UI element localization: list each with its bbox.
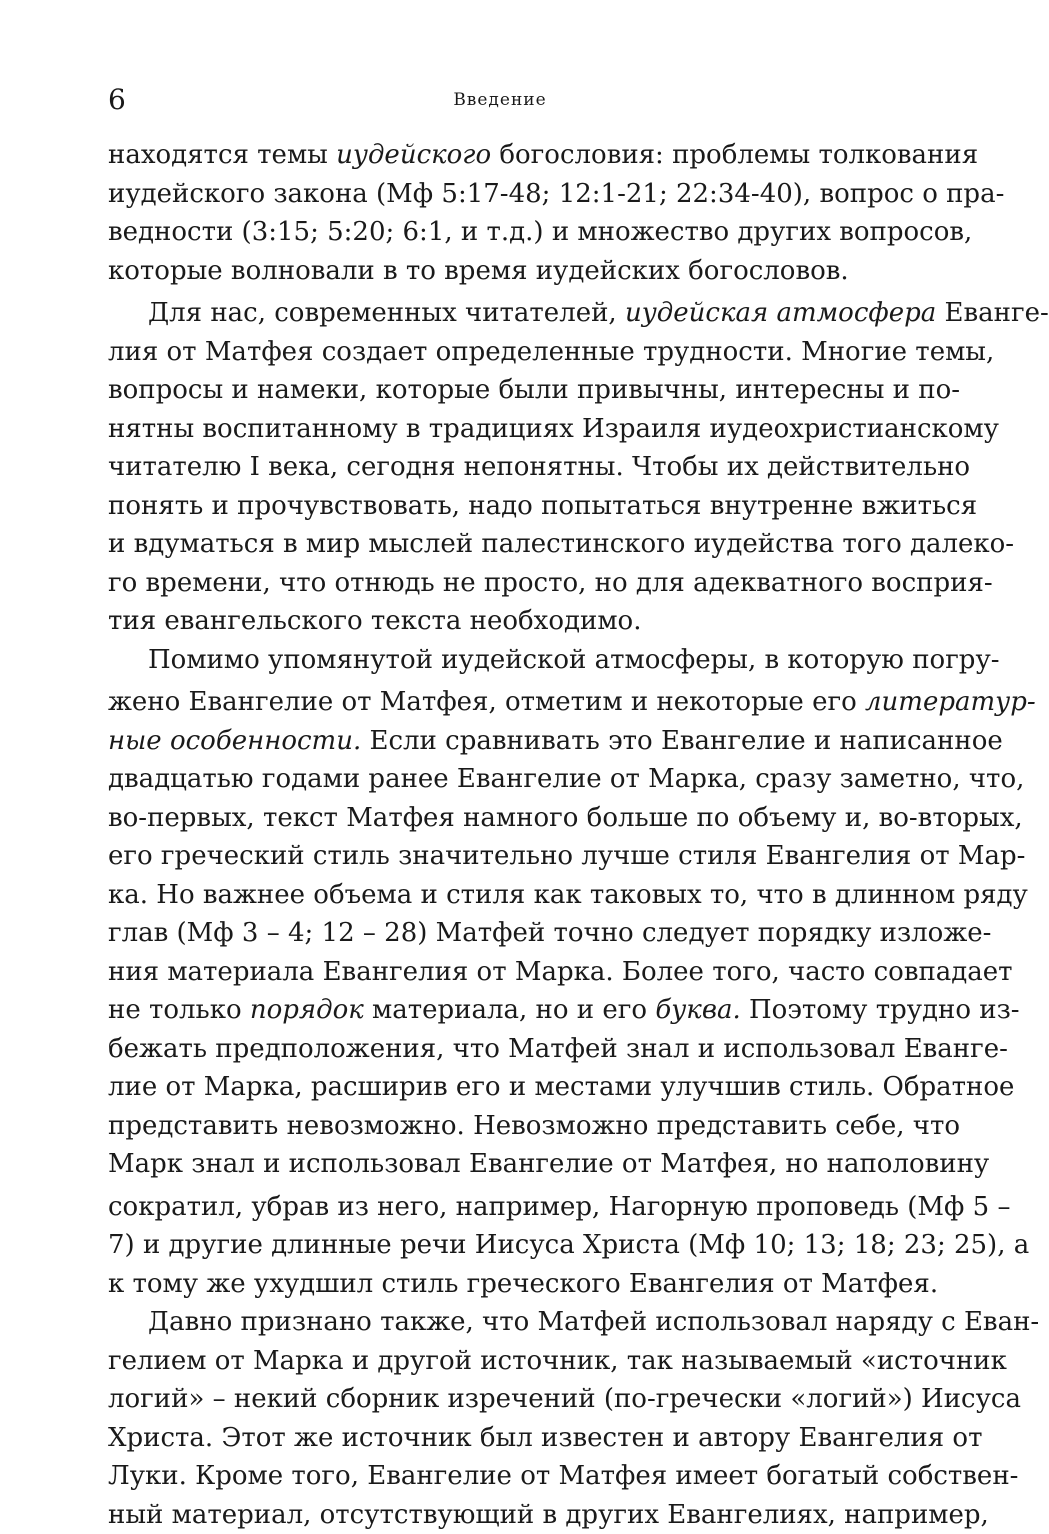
text-line: иудейского закона (Мф 5:17-48; 12:1-21; 22:34-40), вопрос о пра- <box>108 175 894 214</box>
text-line: ния материала Евангелия от Марка. Более того, часто совпадает <box>108 953 894 992</box>
text-line: не только порядок материала, но и его буква. Поэтому трудно из- <box>108 991 894 1030</box>
body-text <box>108 136 894 1534</box>
text-line: Марк знал и использовал Евангелие от Матфея, но наполовину <box>108 1145 894 1184</box>
text-line: го времени, что отнюдь не просто, но для адекватного восприя- <box>108 564 894 603</box>
text-line: которые волновали в то время иудейских богословов. <box>108 252 894 291</box>
text-line: ные особенности. Если сравнивать это Евангелие и написанное <box>108 722 894 761</box>
text-line: гелием от Марка и другой источник, так называемый «источник <box>108 1342 894 1381</box>
text-line: и вдуматься в мир мыслей палестинского иудейства того далеко- <box>108 525 894 564</box>
text-line: представить невозможно. Невозможно представить себе, что <box>108 1107 894 1146</box>
text-line: тия евангельского текста необходимо. <box>108 602 894 641</box>
text-line: лие от Марка, расширив его и местами улучшив стиль. Обратное <box>108 1068 894 1107</box>
text-line: глав (Мф 3 – 4; 12 – 28) Матфей точно следует порядку изложе- <box>108 914 894 953</box>
text-line: нятны воспитанному в традициях Израиля иудеохристианскому <box>108 410 894 449</box>
text-line: ведности (3:15; 5:20; 6:1, и т.д.) и множество других вопросов, <box>108 213 894 252</box>
running-head: Введение <box>0 92 1000 109</box>
page-number: 6 <box>108 86 126 114</box>
text-line: во-первых, текст Матфея намного больше по объему и, во-вторых, <box>108 799 894 838</box>
text-line: Луки. Кроме того, Евангелие от Матфея имеет богатый собствен- <box>108 1457 894 1496</box>
text-line: Христа. Этот же источник был известен и автору Евангелия от <box>108 1419 894 1458</box>
text-line: сократил, убрав из него, например, Нагорную проповедь (Мф 5 – <box>108 1188 894 1227</box>
text-line: ный материал, отсутствующий в других Евангелиях, например, <box>108 1496 894 1534</box>
text-line: бежать предположения, что Матфей знал и использовал Еванге- <box>108 1030 894 1069</box>
text-line: его греческий стиль значительно лучше стиля Евангелия от Мар- <box>108 837 894 876</box>
text-line: двадцатью годами ранее Евангелие от Марка, сразу заметно, что, <box>108 760 894 799</box>
text-line: ка. Но важнее объема и стиля как таковых то, что в длинном ряду <box>108 876 894 915</box>
text-line: Давно признано также, что Матфей использовал наряду с Еван- <box>108 1303 894 1342</box>
text-line: к тому же ухудшил стиль греческого Евангелия от Матфея. <box>108 1265 894 1304</box>
text-line: жено Евангелие от Матфея, отметим и некоторые его литератур- <box>108 683 894 722</box>
text-line: логий» – некий сборник изречений (по-гречески «логий») Иисуса <box>108 1380 894 1419</box>
text-line: 7) и другие длинные речи Иисуса Христа (Мф 10; 13; 18; 23; 25), а <box>108 1226 894 1265</box>
text-line: находятся темы иудейского богословия: проблемы толкования <box>108 136 894 175</box>
text-line: Для нас, современных читателей, иудейская атмосфера Еванге- <box>108 294 894 333</box>
text-line: вопросы и намеки, которые были привычны, интересны и по- <box>108 371 894 410</box>
text-line: Помимо упомянутой иудейской атмосферы, в которую погру- <box>108 641 894 680</box>
text-line: лия от Матфея создает определенные трудности. Многие темы, <box>108 333 894 372</box>
text-line: понять и прочувствовать, надо попытаться внутренне вжиться <box>108 487 894 526</box>
text-line: читателю I века, сегодня непонятны. Чтобы их действительно <box>108 448 894 487</box>
